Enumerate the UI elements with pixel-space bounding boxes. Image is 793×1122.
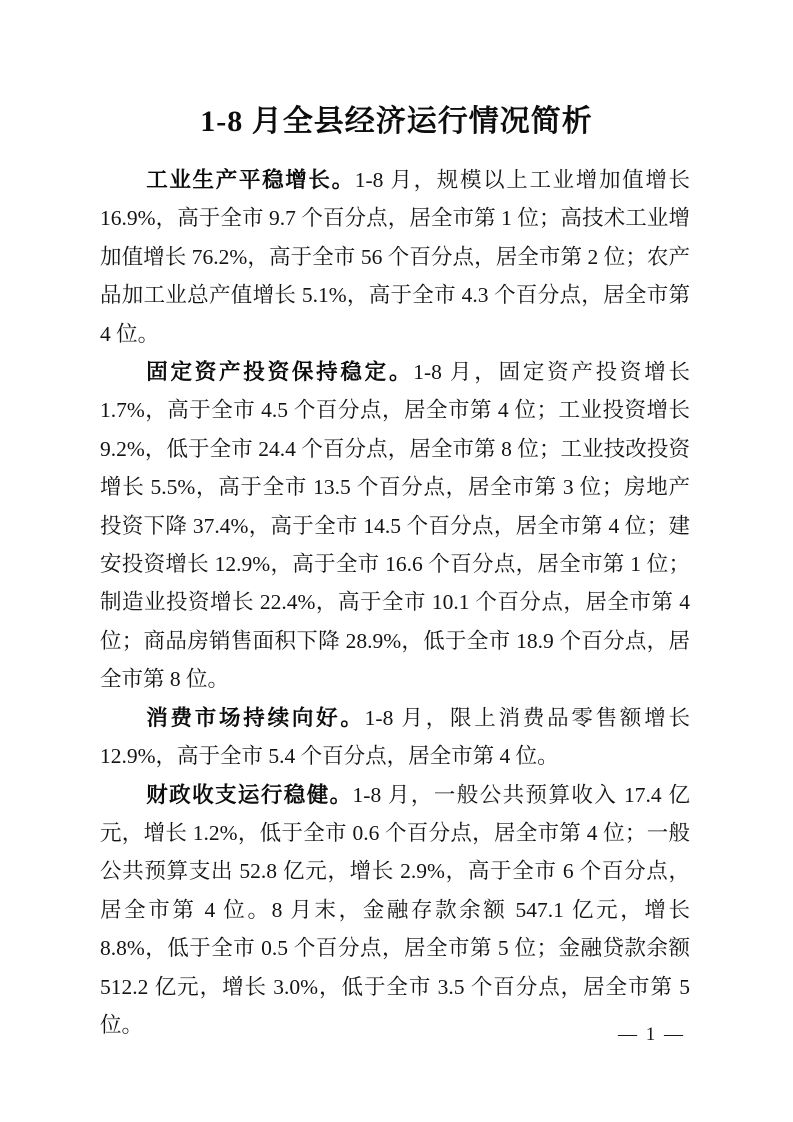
paragraph-text-industrial-production: 1-8 月，规模以上工业增加值增长 16.9%，高于全市 9.7 个百分点，居全市第 1 位；高技术工业增加值增长 76.2%，高于全市 56 个百分点，居全市第 2 位；农产品加工业总产值增长 5.1%，高于全市 4.3 个百分点，居全市第 4 位。 bbox=[100, 168, 690, 346]
paragraph-lead-fixed-asset-investment: 固定资产投资保持稳定。 bbox=[146, 360, 414, 385]
paragraph-lead-industrial-production: 工业生产平稳增长。 bbox=[146, 168, 355, 192]
paragraph-lead-fiscal-revenue: 财政收支运行稳健。 bbox=[146, 782, 353, 807]
paragraph-text-consumer-market: 1-8 月，限上消费品零售额增长 12.9%，高于全市 5.4 个百分点，居全市第 4 位。 bbox=[100, 705, 690, 769]
paragraph-lead-consumer-market: 消费市场持续向好。 bbox=[146, 705, 365, 730]
page-title: 1-8 月全县经济运行情况简析 bbox=[200, 105, 593, 138]
document-body bbox=[100, 161, 690, 1044]
paragraph-industrial-production bbox=[100, 161, 690, 353]
paragraph-fixed-asset-investment bbox=[100, 353, 690, 699]
paragraph-text-fiscal-revenue: 1-8 月，一般公共预算收入 17.4 亿元，增长 1.2%，低于全市 0.6 个百分点，居全市第 4 位；一般公共预算支出 52.8 亿元，增长 2.9%，高于全市 6 个百分点，居全市第 4 位。8 月末，金融存款余额 547.1 亿元，增长 8.8%，低于全市 0.5 个百分点，居全市第 5 位；金融贷款余额 512.2 亿元，增长 3.0%，低于全市 3.5 个百分点，居全市第 5 位。 bbox=[100, 782, 690, 1037]
paragraph-consumer-market bbox=[100, 699, 690, 776]
paragraph-text-fixed-asset-investment: 1-8 月，固定资产投资增长 1.7%，高于全市 4.5 个百分点，居全市第 4 位；工业投资增长 9.2%，低于全市 24.4 个百分点，居全市第 8 位；工业技改投资增长 5.5%，高于全市 13.5 个百分点，居全市第 3 位；房地产投资下降 37.4%，高于全市 14.5 个百分点，居全市第 4 位；建安投资增长 12.9%，高于全市 16.6 个百分点，居全市第 1 位；制造业投资增长 22.4%，高于全市 10.1 个百分点，居全市第 4 位；商品房销售面积下降 28.9%，低于全市 18.9 个百分点，居全市第 8 位。 bbox=[100, 360, 690, 692]
paragraph-fiscal-revenue bbox=[100, 776, 690, 1045]
page-number: — 1 — bbox=[618, 1024, 685, 1045]
